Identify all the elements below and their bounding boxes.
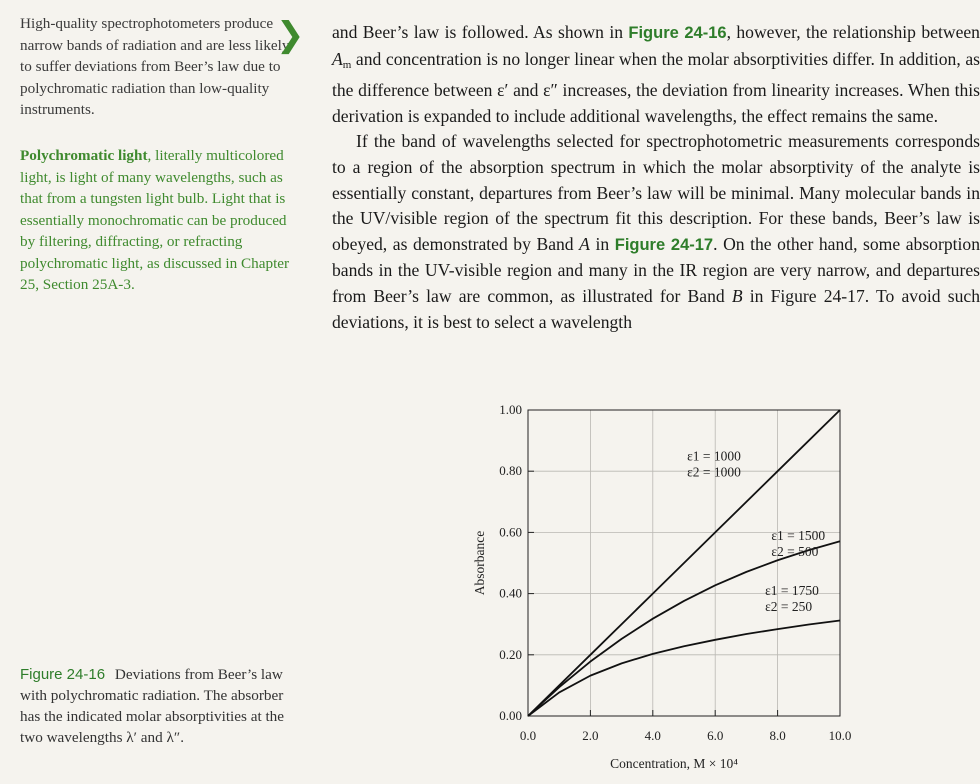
glossary-definition: , literally multicolored light, is light of many wavelengths, such as that from a tungsten light bulb. Light that is essentially monochromatic can be produced by filtering, diffracting, or refracting polychromatic light, as discussed in Chapter 25, Section 25A-3. xyxy=(20,147,290,293)
x-tick-label: 6.0 xyxy=(707,728,724,743)
x-axis-title: Concentration, M × 10⁴ xyxy=(610,756,738,771)
y-tick-label: 0.20 xyxy=(499,646,522,662)
x-tick-label: 0.0 xyxy=(519,728,537,743)
annotation-eps1: ε1 = 1000 xyxy=(687,448,741,464)
margin-note-polychromatic xyxy=(20,145,298,296)
figure-link-24-17[interactable]: Figure 24-17 xyxy=(614,235,714,254)
annotation-eps2: ε2 = 500 xyxy=(771,544,819,560)
x-tick-label: 2.0 xyxy=(582,728,599,743)
body-text xyxy=(332,20,980,335)
figure-label: Figure 24-16 xyxy=(20,666,106,683)
annotation-eps2: ε2 = 1000 xyxy=(687,464,741,480)
y-tick-labels xyxy=(499,402,522,723)
paragraph-1: and Beer’s law is followed. As shown in Figure 24-16, however, the relationship between $A_m$ and concentration is no longer linear when the molar absorptivities differ. In addition, as the difference between ε′ and ε″ increases, the deviation from linearity increases. When this derivation is expanded to include additional wavelengths, the effect remains the same. xyxy=(332,22,980,126)
glossary-term: Polychromatic light xyxy=(20,147,148,164)
paragraph-2: If the band of wavelengths selected for spectrophotometric measurements corresponds to a region of the absorption spectrum in which the molar absorptivity of the analyte is essentially constant, departures from Beer’s law will be minimal. Many molecular bands in the UV/visible region of the spectrum fit this description. For these bands, Beer’s law is obeyed, as demonstrated by Band A in Figure 24-17. On the other hand, some absorption bands in the UV-visible region and many in the IR region are very narrow, and departures from Beer’s law are common, as illustrated for Band B in Figure 24-17. To avoid such deviations, it is best to select a wavelength xyxy=(332,131,980,332)
chevron-right-icon: ❯ xyxy=(276,15,305,55)
margin-note-text: High-quality spectrophotometers produce narrow bands of radiation and are less likely to suffer deviations from Beer’s law due to polychromatic radiation than low-quality instruments. xyxy=(20,15,290,118)
y-tick-label: 0.80 xyxy=(499,463,522,479)
annotation-eps1: ε1 = 1750 xyxy=(765,583,819,599)
x-tick-label: 8.0 xyxy=(769,728,786,743)
annotation-eps1: ε1 = 1500 xyxy=(771,528,826,544)
x-tick-label: 10.0 xyxy=(828,728,852,743)
y-tick-label: 0.40 xyxy=(499,585,522,601)
x-tick-labels xyxy=(520,728,852,743)
y-axis-title: Absorbance xyxy=(472,530,487,596)
y-tick-label: 0.00 xyxy=(499,708,522,723)
x-tick-label: 4.0 xyxy=(644,728,661,743)
series-line-2 xyxy=(528,541,840,716)
series-line-1 xyxy=(528,410,840,716)
figure-link-24-16[interactable]: Figure 24-16 xyxy=(628,24,727,42)
series-line-3 xyxy=(528,621,840,716)
series-lines xyxy=(528,410,840,716)
margin-note-spectrophotometers xyxy=(20,13,298,121)
annotation-eps2: ε2 = 250 xyxy=(765,599,813,615)
y-tick-label: 0.60 xyxy=(499,524,522,540)
beers-law-deviation-chart xyxy=(466,396,886,780)
caption-text: Deviations from Beer’s law with polychromatic radiation. The absorber has the indicated molar absorptivities at the two wavelengths λ′ and λ″. xyxy=(20,666,285,746)
y-tick-label: 1.00 xyxy=(499,402,522,417)
figure-caption xyxy=(20,664,290,748)
